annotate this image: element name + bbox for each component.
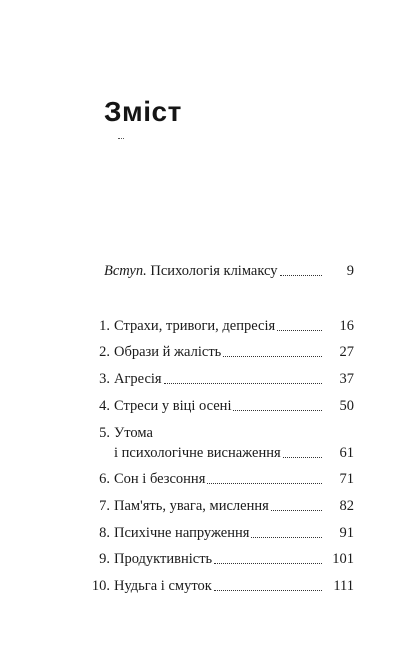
toc-entry-label: Нудьга і смуток	[114, 578, 212, 594]
toc-entry-label: Страхи, тривоги, депресія	[114, 318, 276, 334]
toc-page-number: 50	[339, 398, 354, 414]
toc-entry-label: Пам'ять, увага, мислення	[114, 498, 269, 514]
toc-page-number: 91	[339, 525, 354, 541]
toc-page-number: 111	[333, 578, 354, 594]
toc-page-number: 16	[339, 318, 354, 334]
toc-entry-number: 1.	[99, 318, 110, 334]
toc-entry-label: Психічне напруження	[114, 525, 250, 541]
dotted-leader	[214, 563, 322, 564]
dotted-leader	[271, 510, 322, 511]
dotted-leader	[283, 457, 322, 458]
toc-entry-number: 5.	[99, 425, 110, 441]
toc-entry-number: 10.	[91, 578, 110, 594]
toc-entry-label: і психологічне виснаження	[114, 445, 281, 461]
toc-page-number: 27	[339, 344, 354, 360]
toc-entry-label: Образи й жалість	[114, 344, 222, 360]
toc-page-number: 71	[339, 471, 354, 487]
dotted-leader	[164, 383, 322, 384]
toc-page-number: 101	[332, 551, 354, 567]
toc-entry-label: Вступ. Психологія клімаксу	[104, 263, 278, 279]
toc-page-number: 82	[339, 498, 354, 514]
toc-entry-label-line1: Утома	[114, 425, 153, 441]
toc-page-number: 37	[339, 371, 354, 387]
toc-entry-label: Агресія	[114, 371, 162, 387]
toc-entry-number: 9.	[99, 551, 110, 567]
dotted-leader	[233, 410, 322, 411]
toc-entry-label: Сон і безсоння	[114, 471, 206, 487]
toc-page-number: 9	[346, 263, 354, 279]
toc-entry-number: 3.	[99, 371, 110, 387]
toc-entry-number: 4.	[99, 398, 110, 414]
dotted-leader	[223, 356, 322, 357]
dotted-leader	[277, 330, 322, 331]
toc-entry-number: 7.	[99, 498, 110, 514]
toc-entry-number: 8.	[99, 525, 110, 541]
toc-entry-number: 2.	[99, 344, 110, 360]
dotted-leader	[251, 537, 322, 538]
toc-entry-label: Продуктивність	[114, 551, 213, 567]
dotted-leader	[207, 483, 322, 484]
page-title: Зміст	[104, 96, 182, 127]
toc-page-number: 61	[339, 445, 354, 461]
toc-entry-label: Стреси у віці осені	[114, 398, 232, 414]
toc-entry-number: 6.	[99, 471, 110, 487]
dotted-leader	[214, 590, 322, 591]
dotted-leader	[280, 275, 322, 276]
